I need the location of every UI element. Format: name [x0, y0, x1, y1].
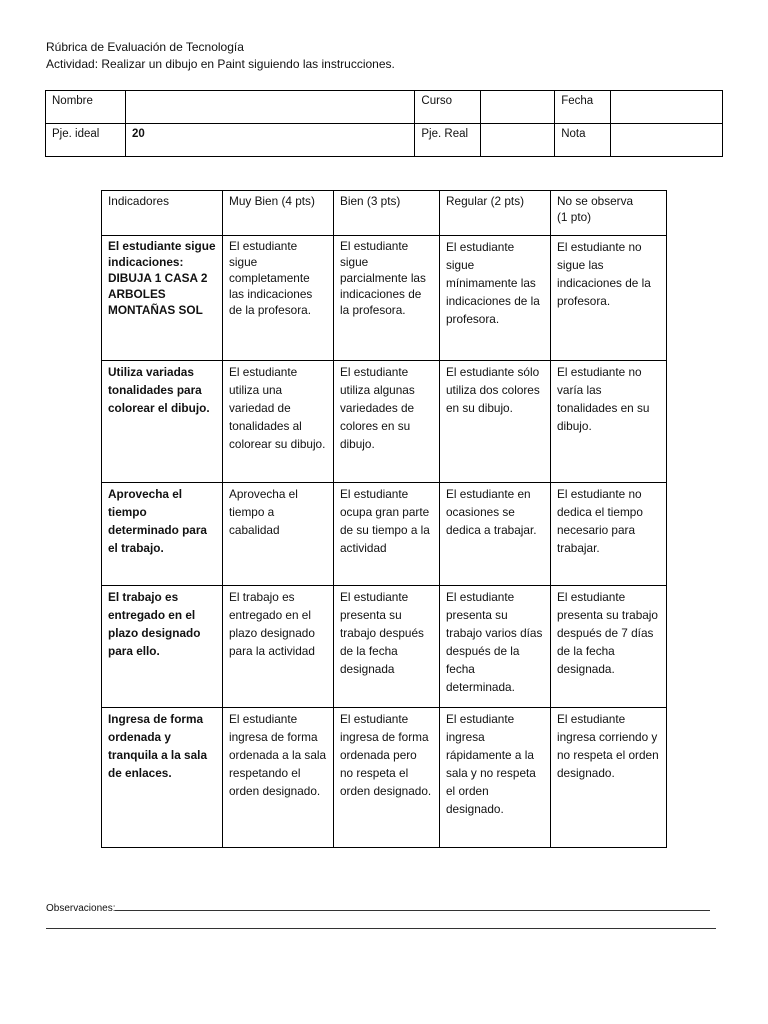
regular-cell: El estudiante sigue mínimamente las indicaciones de la profesora. — [440, 236, 551, 361]
muy-bien-cell: El trabajo es entregado en el plazo designado para la actividad — [223, 586, 334, 708]
pje-real-label: Pje. Real — [415, 124, 481, 157]
indicator-cell: El trabajo es entregado en el plazo designado para ello. — [102, 586, 223, 708]
no-observa-cell: El estudiante presenta su trabajo después de 7 días de la fecha designada. — [551, 586, 667, 708]
bien-cell: El estudiante utiliza algunas variedades de colores en su dibujo. — [334, 361, 440, 483]
rubric-row — [102, 483, 667, 586]
observaciones-line — [46, 900, 718, 914]
header-muy-bien: Muy Bien (4 pts) — [223, 191, 334, 236]
rubric-row — [102, 361, 667, 483]
indicator-cell: Utiliza variadas tonalidades para colorear el dibujo. — [102, 361, 223, 483]
indicator-cell: Aprovecha el tiempo determinado para el trabajo. — [102, 483, 223, 586]
rubric-row — [102, 708, 667, 848]
pje-real-value — [481, 124, 555, 157]
pje-ideal-label: Pje. ideal — [46, 124, 126, 157]
regular-cell: El estudiante sólo utiliza dos colores en su dibujo. — [440, 361, 551, 483]
muy-bien-cell: Aprovecha el tiempo a cabalidad — [223, 483, 334, 586]
header-bien: Bien (3 pts) — [334, 191, 440, 236]
observaciones-underline — [115, 900, 710, 911]
header-no-observa: No se observa (1 pto) — [551, 191, 667, 236]
indicator-cell: El estudiante sigue indicaciones: DIBUJA 1 CASA 2 ARBOLES MONTAÑAS SOL — [102, 236, 223, 361]
muy-bien-cell: El estudiante utiliza una variedad de tonalidades al colorear su dibujo. — [223, 361, 334, 483]
nombre-label: Nombre — [46, 91, 126, 124]
header-regular: Regular (2 pts) — [440, 191, 551, 236]
muy-bien-cell: El estudiante sigue completamente las indicaciones de la profesora. — [223, 236, 334, 361]
pje-ideal-value: 20 — [125, 124, 414, 157]
fecha-label: Fecha — [555, 91, 611, 124]
regular-cell: El estudiante ingresa rápidamente a la sala y no respeta el orden designado. — [440, 708, 551, 848]
student-info-table — [45, 90, 723, 157]
rubric-table — [101, 190, 667, 848]
no-observa-cell: El estudiante ingresa corriendo y no respeta el orden designado. — [551, 708, 667, 848]
curso-label: Curso — [415, 91, 481, 124]
no-observa-cell: El estudiante no dedica el tiempo necesario para trabajar. — [551, 483, 667, 586]
bien-cell: El estudiante ingresa de forma ordenada pero no respeta el orden designado. — [334, 708, 440, 848]
regular-cell: El estudiante presenta su trabajo varios días después de la fecha determinada. — [440, 586, 551, 708]
rubric-row — [102, 236, 667, 361]
rubric-header-row — [102, 191, 667, 236]
observaciones-second-line — [46, 918, 716, 929]
no-observa-cell: El estudiante no varía las tonalidades en su dibujo. — [551, 361, 667, 483]
nombre-value — [125, 91, 414, 124]
observaciones-label: Observaciones: — [46, 903, 116, 914]
bien-cell: El estudiante presenta su trabajo después de la fecha designada — [334, 586, 440, 708]
regular-cell: El estudiante en ocasiones se dedica a trabajar. — [440, 483, 551, 586]
bien-cell: El estudiante ocupa gran parte de su tiempo a la actividad — [334, 483, 440, 586]
curso-value — [481, 91, 555, 124]
info-row-1 — [46, 91, 723, 124]
nota-label: Nota — [555, 124, 611, 157]
rubric-row — [102, 586, 667, 708]
muy-bien-cell: El estudiante ingresa de forma ordenada a la sala respetando el orden designado. — [223, 708, 334, 848]
header-indicadores: Indicadores — [102, 191, 223, 236]
no-observa-cell: El estudiante no sigue las indicaciones de la profesora. — [551, 236, 667, 361]
bien-cell: El estudiante sigue parcialmente las indicaciones de la profesora. — [334, 236, 440, 361]
info-row-2 — [46, 124, 723, 157]
activity-description: Actividad: Realizar un dibujo en Paint siguiendo las instrucciones. — [46, 57, 395, 71]
nota-value — [611, 124, 723, 157]
document-title: Rúbrica de Evaluación de Tecnología — [46, 40, 244, 54]
fecha-value — [611, 91, 723, 124]
indicator-cell: Ingresa de forma ordenada y tranquila a la sala de enlaces. — [102, 708, 223, 848]
